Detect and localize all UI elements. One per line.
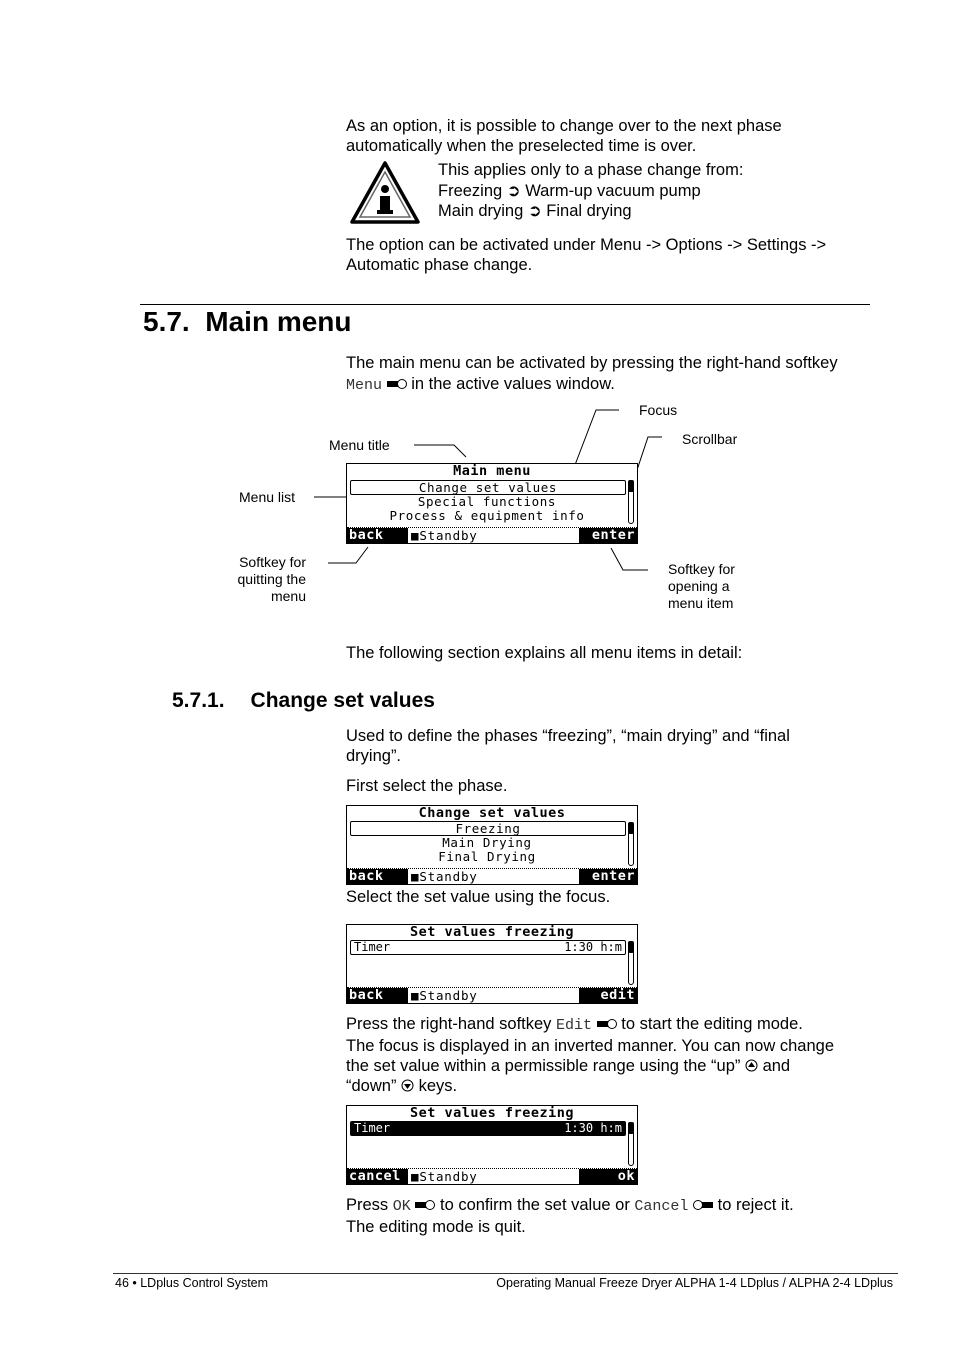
- main-menu-p1-line1: The main menu can be activated by pressing the right-hand softkey: [346, 354, 838, 372]
- label-softkey-quit: Softkey for quitting the menu: [237, 554, 306, 604]
- menu-softkey-name: Menu: [346, 377, 383, 394]
- timer-value: 1:30 h:m: [564, 940, 622, 954]
- ok-softkey-name: OK: [392, 1198, 411, 1215]
- main-menu-p1-line2: Menu in the active values window.: [346, 375, 615, 394]
- lcd-timer-row[interactable]: [350, 940, 626, 955]
- change-set-p5-line3: “down” keys.: [346, 1077, 458, 1095]
- label-menu-list: Menu list: [239, 489, 296, 505]
- softkey-back[interactable]: back: [347, 869, 408, 884]
- lcd-change-set-values: [346, 805, 638, 885]
- label-menu-title: Menu title: [329, 437, 390, 453]
- label-softkey-open: Softkey for opening a menu item: [668, 561, 735, 611]
- info-line-2: Freezing ➲ Warm-up vacuum pump: [438, 182, 701, 200]
- lcd-scrollbar-thumb[interactable]: [628, 822, 634, 834]
- lcd-item[interactable]: Final Drying: [438, 849, 536, 864]
- change-set-p1-line1: Used to define the phases “freezing”, “main drying” and “final: [346, 727, 790, 745]
- following-text: The following section explains all menu items in detail:: [346, 644, 743, 662]
- change-set-p6: Press OK to confirm the set value or Cancel to reject it.: [346, 1196, 794, 1215]
- change-set-p5-line2: the set value within a permissible range using the “up” and: [346, 1057, 791, 1075]
- footer-rule: [113, 1273, 898, 1274]
- change-set-p3: Select the set value using the focus.: [346, 888, 611, 906]
- info-line-1: This applies only to a phase change from:: [438, 161, 744, 179]
- label-scrollbar: Scrollbar: [682, 431, 738, 447]
- softkey-back[interactable]: back: [347, 528, 408, 543]
- lcd-item[interactable]: Special functions: [417, 494, 557, 509]
- change-set-p5-line1: The focus is displayed in an inverted manner. You can now change: [346, 1037, 834, 1055]
- change-set-p1-line2: drying”.: [346, 747, 402, 765]
- softkey-edit[interactable]: edit: [579, 988, 637, 1003]
- left-softkey-icon: [693, 1199, 713, 1211]
- lcd-scrollbar-thumb[interactable]: [628, 1122, 634, 1134]
- change-set-p4: Press the right-hand softkey Edit to start the editing mode.: [346, 1015, 803, 1034]
- timer-label: Timer: [354, 1121, 391, 1135]
- down-key-icon: [401, 1079, 414, 1092]
- footer-left: 46 • LDplus Control System: [115, 1276, 269, 1290]
- lcd-title: Change set values: [418, 805, 566, 821]
- lcd-title: Main menu: [453, 463, 531, 479]
- footer-right: Operating Manual Freeze Dryer ALPHA 1-4 LDplus / ALPHA 2-4 LDplus: [496, 1276, 893, 1290]
- lcd-item-focused[interactable]: Change set values: [350, 480, 626, 495]
- up-key-icon: [745, 1059, 758, 1072]
- lcd-timer-row-inverted[interactable]: [350, 1121, 626, 1136]
- right-softkey-icon: [415, 1199, 435, 1211]
- lcd-scrollbar-thumb[interactable]: [628, 941, 634, 953]
- lcd-title: Set values freezing: [410, 1105, 574, 1121]
- lcd-set-values-freezing-edit: [346, 1105, 638, 1185]
- lcd-set-values-freezing: [346, 924, 638, 1004]
- timer-value: 1:30 h:m: [564, 1121, 622, 1135]
- softkey-enter[interactable]: enter: [579, 528, 637, 543]
- cancel-softkey-name: Cancel: [634, 1198, 689, 1215]
- lcd-item-focused[interactable]: Freezing: [350, 821, 626, 836]
- softkey-back[interactable]: back: [347, 988, 408, 1003]
- label-focus: Focus: [639, 402, 678, 418]
- lcd-status: ■Standby: [411, 988, 478, 1003]
- lcd-status: ■Standby: [411, 528, 478, 543]
- info-line-3: Main drying ➲ Final drying: [438, 202, 632, 220]
- lcd-status: ■Standby: [411, 1169, 478, 1184]
- softkey-ok[interactable]: ok: [579, 1169, 637, 1184]
- activation-line-1: The option can be activated under Menu -> Options -> Settings ->: [346, 236, 827, 254]
- subsection-heading: 5.7.1. Change set values: [172, 689, 435, 712]
- section-heading: 5.7. Main menu: [143, 306, 352, 337]
- intro-line-2: automatically when the preselected time is over.: [346, 137, 697, 155]
- edit-softkey-name: Edit: [556, 1017, 593, 1034]
- right-softkey-icon: [597, 1018, 617, 1030]
- lcd-title: Set values freezing: [410, 924, 574, 940]
- change-set-p2: First select the phase.: [346, 777, 508, 795]
- timer-label: Timer: [354, 940, 391, 954]
- lcd-item[interactable]: Process & equipment info: [389, 508, 585, 523]
- softkey-cancel[interactable]: cancel: [347, 1169, 408, 1184]
- softkey-enter[interactable]: enter: [579, 869, 637, 884]
- intro-line-1: As an option, it is possible to change over to the next phase: [346, 117, 782, 135]
- lcd-scrollbar-thumb[interactable]: [628, 480, 634, 492]
- change-set-p7: The editing mode is quit.: [346, 1218, 526, 1236]
- lcd-main-menu: [346, 463, 638, 544]
- lcd-status: ■Standby: [411, 869, 478, 884]
- lcd-item[interactable]: Main Drying: [442, 835, 532, 850]
- activation-line-2: Automatic phase change.: [346, 256, 533, 274]
